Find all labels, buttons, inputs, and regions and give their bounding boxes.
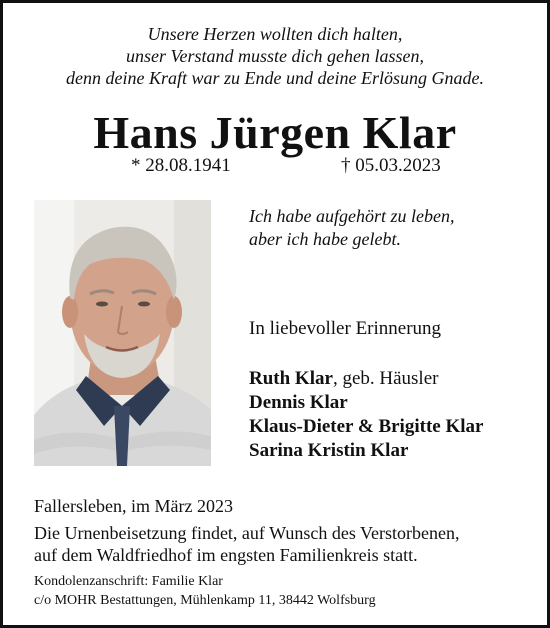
address-line-2: c/o MOHR Bestattungen, Mühlenkamp 11, 38442 Wolfsburg [34, 593, 376, 608]
burial-notice [34, 522, 460, 566]
quote-line-1: Ich habe aufgehört zu leben, [249, 206, 455, 226]
condolence-address [34, 572, 376, 610]
family-member-name: Ruth Klar [249, 368, 333, 389]
family-member [249, 415, 483, 439]
death-date: † 05.03.2023 [341, 155, 441, 176]
memorial-verse [3, 23, 547, 89]
notice-line-1: Die Urnenbeisetzung findet, auf Wunsch des Verstorbenen, [34, 523, 460, 543]
family-member [249, 391, 483, 415]
portrait-photo [34, 200, 211, 466]
family-member [249, 439, 483, 463]
portrait-illustration [34, 200, 211, 466]
quote-line-2: aber ich habe gelebt. [249, 229, 401, 249]
family-member [249, 367, 483, 391]
notice-line-2: auf dem Waldfriedhof im engsten Familienkreis statt. [34, 545, 418, 565]
deceased-name: Hans Jürgen Klar [93, 107, 457, 158]
memorial-quote [249, 205, 454, 251]
family-member-name: Dennis Klar [249, 392, 348, 413]
verse-line-1: Unsere Herzen wollten dich halten, [147, 24, 403, 44]
family-member-name: Sarina Kristin Klar [249, 440, 409, 461]
verse-line-3: denn deine Kraft war zu Ende und deine Erlösung Gnade. [66, 68, 484, 88]
address-line-1: Kondolenzanschrift: Familie Klar [34, 574, 223, 589]
family-member-note: , geb. Häusler [332, 368, 439, 389]
memory-line: In liebevoller Erinnerung [249, 318, 442, 339]
verse-line-2: unser Verstand musste dich gehen lassen, [126, 46, 424, 66]
place-date: Fallersleben, im März 2023 [34, 496, 233, 516]
family-list [249, 367, 483, 463]
birth-date: * 28.08.1941 [131, 155, 231, 176]
family-member-name: Klaus-Dieter & Brigitte Klar [249, 416, 484, 437]
